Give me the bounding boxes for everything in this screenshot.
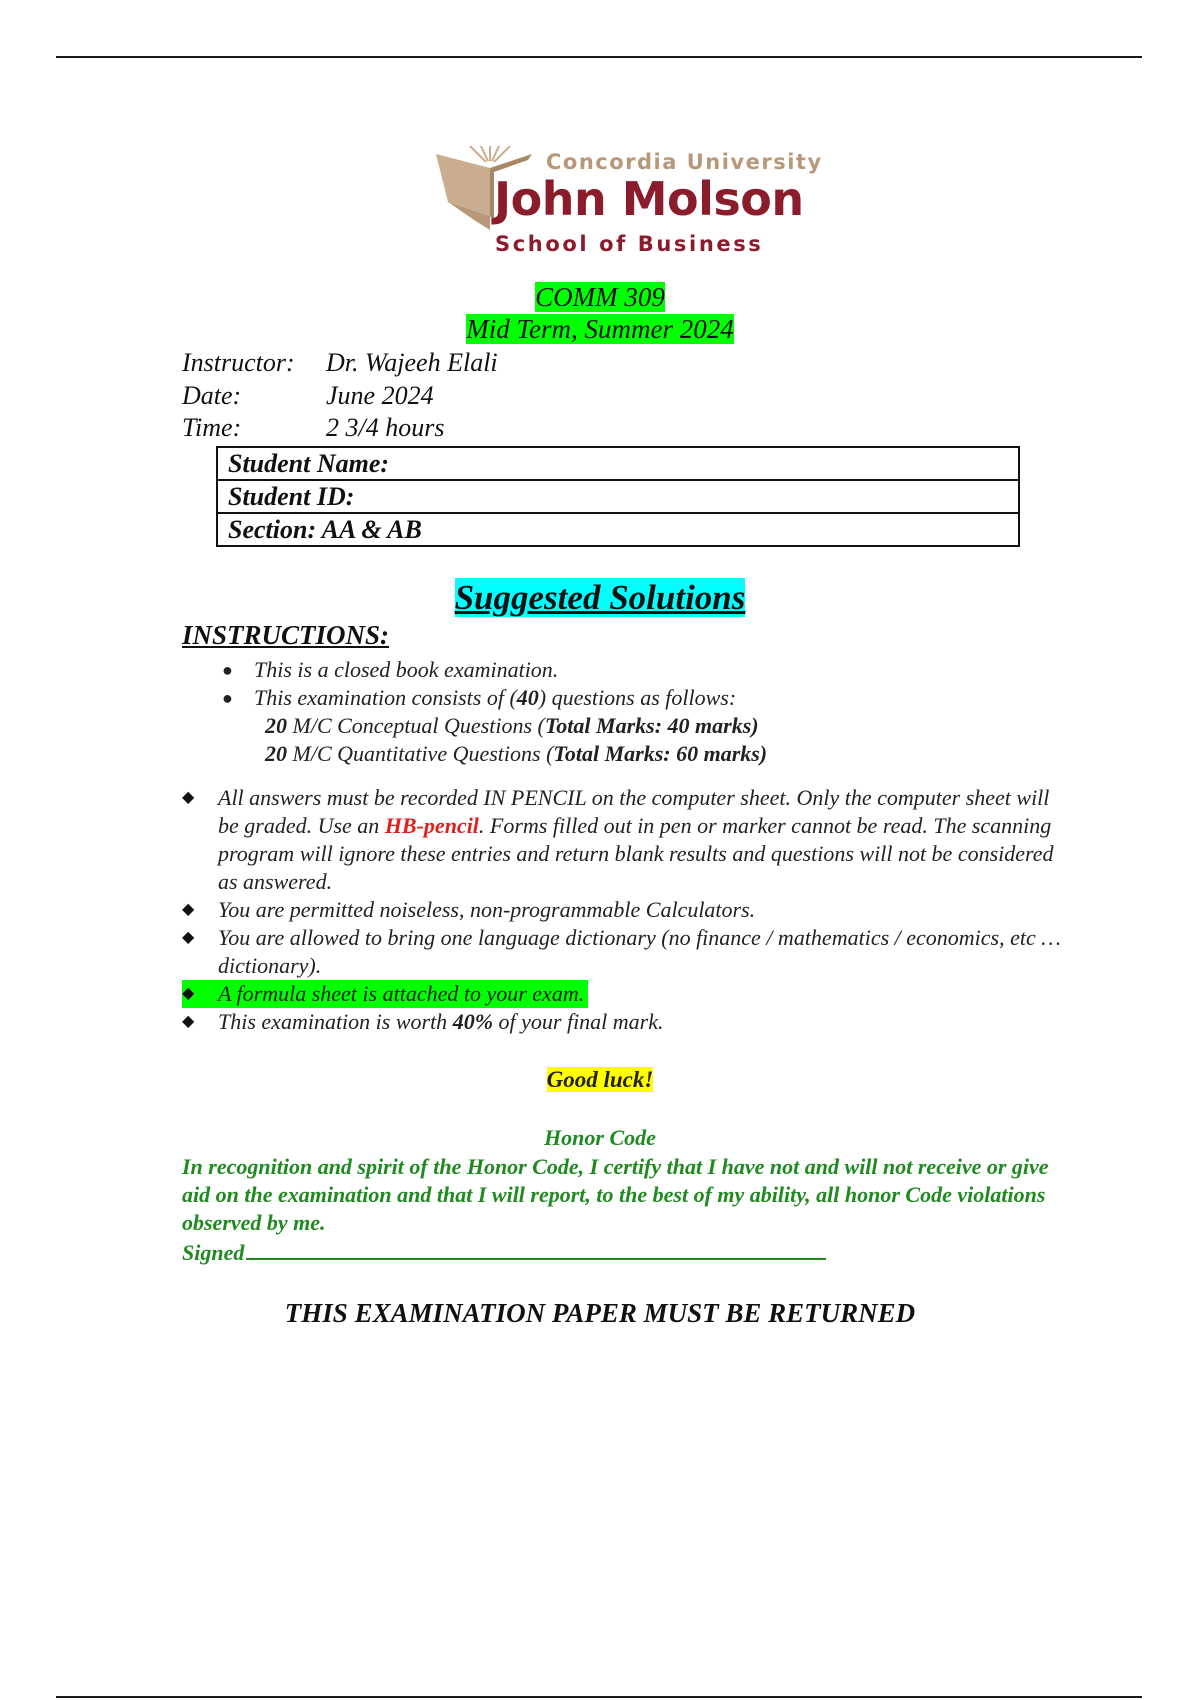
bullet-icon: ● (222, 688, 233, 708)
date-row (182, 381, 434, 411)
instructor-label: Instructor: (182, 348, 295, 377)
honor-code-text: In recognition and spirit of the Honor Code, I certify that I have not and will not receive or give aid on the examination and that I will report, to the best of my ability, all honor Code violations observed by me. (182, 1154, 1049, 1235)
student-name-field[interactable]: Student Name: (218, 448, 1018, 481)
dictionary-rule: ◆ You are allowed to bring one language dictionary (no finance / mathematics / economics, etc … dictionary). (182, 925, 1061, 978)
honor-code-title: Honor Code (544, 1125, 656, 1150)
good-luck (0, 1067, 1200, 1093)
pencil-rule: ◆ All answers must be recorded IN PENCIL on the computer sheet. Only the computer sheet will be graded. Use an HB-pencil. Forms filled out in pen or marker cannot be read. The scanning program will ignore these entries and return blank results and questions will not be considered as answered. (182, 785, 1054, 894)
section-field: Section: AA & AB (218, 514, 1018, 547)
logo-school-name: John Molson (494, 172, 804, 226)
logo-university-text: Concordia University (546, 150, 823, 174)
exam-term (0, 314, 1200, 345)
solutions-heading (0, 578, 1200, 618)
return-notice: THIS EXAMINATION PAPER MUST BE RETURNED (284, 1298, 916, 1328)
list-item (222, 684, 1062, 712)
diamond-bullet-icon: ◆ (182, 901, 195, 918)
instructor-value: Dr. Wajeeh Elali (326, 348, 498, 377)
signature-line[interactable] (246, 1238, 826, 1260)
time-value: 2 3/4 hours (326, 413, 445, 442)
worth-rule: ◆ This examination is worth 40% of your final mark. (182, 1009, 664, 1034)
logo-school-subtitle: School of Business (495, 232, 764, 256)
course-code (0, 282, 1200, 313)
jmsb-logo (434, 146, 823, 262)
course-code-text: COMM 309 (535, 282, 665, 312)
list-item (222, 656, 1062, 684)
signed-label: Signed (182, 1240, 245, 1265)
bottom-rule (56, 1696, 1142, 1698)
diamond-bullet-icon: ◆ (182, 789, 195, 806)
date-label: Date: (182, 381, 242, 410)
diamond-bullet-icon: ◆ (182, 929, 195, 946)
student-id-field[interactable]: Student ID: (218, 481, 1018, 514)
top-rule (56, 56, 1142, 58)
good-luck-text: Good luck! (546, 1067, 654, 1092)
diamond-bullet-icon: ◆ (182, 985, 195, 1002)
quantitative-questions-line: 20 M/C Quantitative Questions (Total Marks: 60 marks) (265, 741, 768, 766)
instructions-heading: INSTRUCTIONS: (182, 620, 390, 650)
calculator-rule: ◆ You are permitted noiseless, non-programmable Calculators. (182, 897, 756, 922)
date-value: June 2024 (326, 381, 434, 410)
student-info-box (216, 446, 1020, 547)
bullet-icon: ● (222, 660, 233, 680)
instructor-row (182, 348, 498, 378)
exam-format-list (222, 656, 1062, 768)
rules-list (182, 784, 1062, 1036)
formula-sheet-rule: ◆ A formula sheet is attached to your exam. (182, 980, 588, 1008)
signature-field[interactable] (182, 1238, 1062, 1266)
exam-term-text: Mid Term, Summer 2024 (466, 314, 734, 344)
conceptual-questions-line: 20 M/C Conceptual Questions (Total Marks: 40 marks) (265, 713, 759, 738)
time-label: Time: (182, 413, 242, 442)
diamond-bullet-icon: ◆ (182, 1013, 195, 1030)
solutions-heading-text: Suggested Solutions (454, 578, 746, 617)
hb-pencil-text: HB-pencil (384, 813, 479, 838)
question-count-text: This examination consists of (40) questions as follows: (254, 685, 737, 710)
closed-book-text: This is a closed book examination. (254, 657, 559, 682)
time-row (182, 413, 444, 443)
